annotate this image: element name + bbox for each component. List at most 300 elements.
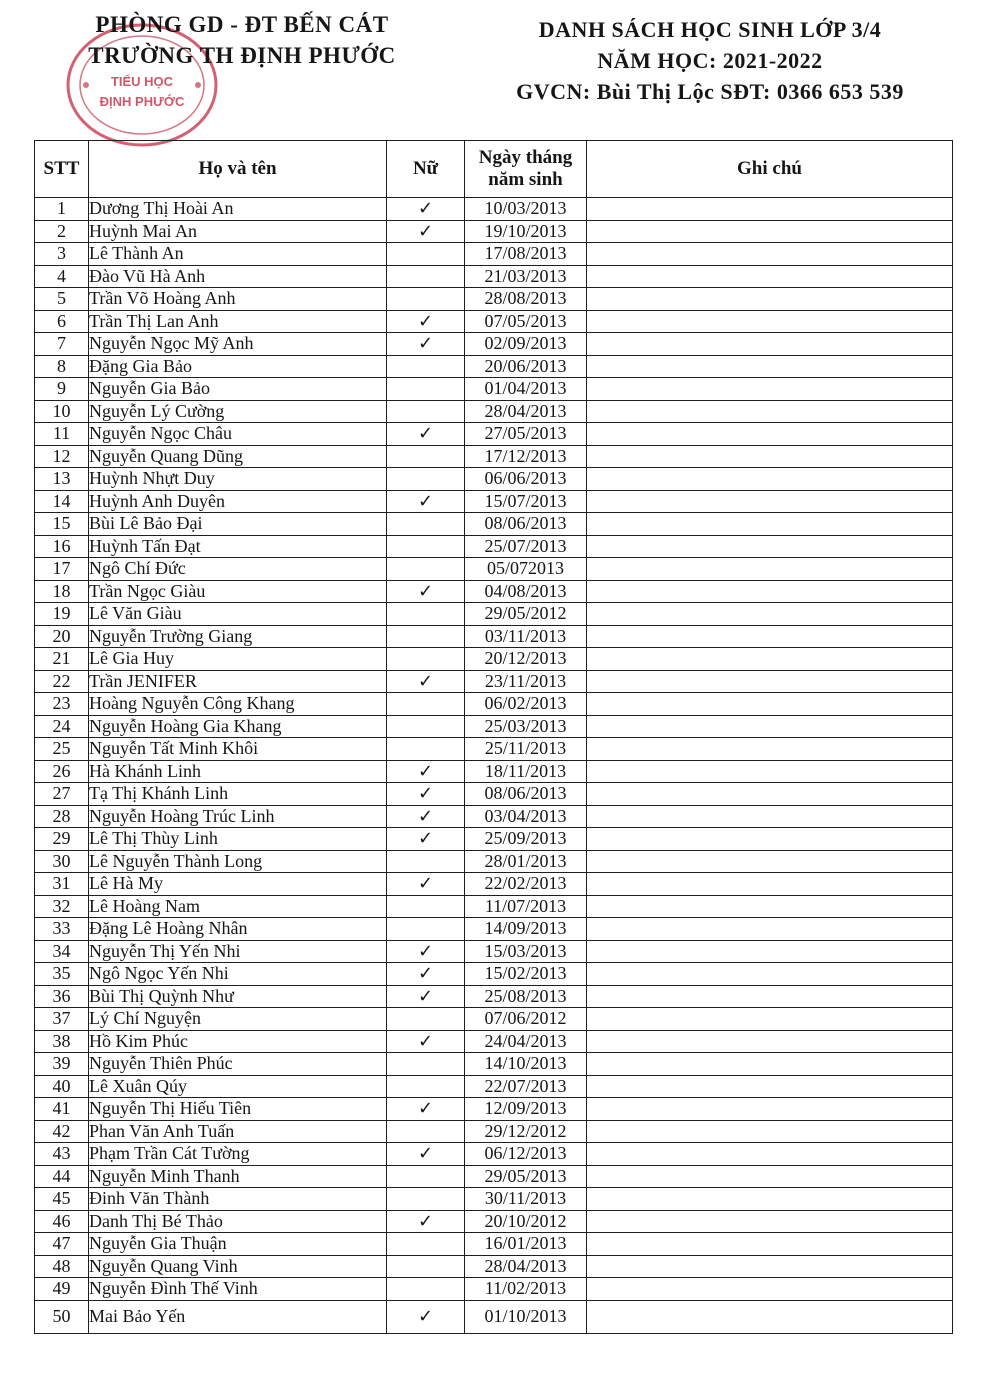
check-mark-icon: ✓ xyxy=(417,333,434,355)
row-note xyxy=(587,1188,953,1211)
row-student-name: Nguyễn Quang Vinh xyxy=(89,1255,387,1278)
row-date-of-birth: 01/04/2013 xyxy=(465,378,587,401)
row-student-name: Nguyễn Ngọc Châu xyxy=(89,423,387,446)
check-mark-icon: ✓ xyxy=(417,490,434,512)
table-row xyxy=(35,1008,953,1031)
header-stt: STT xyxy=(35,141,89,198)
row-date-of-birth: 29/05/2013 xyxy=(465,1165,587,1188)
row-date-of-birth: 14/10/2013 xyxy=(465,1053,587,1076)
check-mark-icon: ✓ xyxy=(417,985,434,1007)
table-row xyxy=(35,198,953,221)
stamp-line-1: TIỂU HỌC xyxy=(110,74,174,89)
table-row xyxy=(35,265,953,288)
row-stt: 12 xyxy=(35,445,89,468)
row-student-name: Nguyễn Tất Minh Khôi xyxy=(89,738,387,761)
table-row xyxy=(35,220,953,243)
row-date-of-birth: 28/04/2013 xyxy=(465,400,587,423)
row-note xyxy=(587,1255,953,1278)
row-note xyxy=(587,963,953,986)
row-date-of-birth: 02/09/2013 xyxy=(465,333,587,356)
row-stt: 29 xyxy=(35,828,89,851)
table-row xyxy=(35,783,953,806)
row-stt: 38 xyxy=(35,1030,89,1053)
row-female-cell xyxy=(387,265,465,288)
table-row xyxy=(35,1210,953,1233)
row-female-cell xyxy=(387,738,465,761)
row-stt: 27 xyxy=(35,783,89,806)
table-row xyxy=(35,918,953,941)
row-female-cell xyxy=(387,423,465,446)
row-student-name: Nguyễn Quang Dũng xyxy=(89,445,387,468)
row-female-cell xyxy=(387,513,465,536)
table-row xyxy=(35,850,953,873)
row-note xyxy=(587,1053,953,1076)
row-student-name: Nguyễn Gia Bảo xyxy=(89,378,387,401)
row-stt: 48 xyxy=(35,1255,89,1278)
row-female-cell xyxy=(387,220,465,243)
row-stt: 50 xyxy=(35,1300,89,1333)
row-date-of-birth: 19/10/2013 xyxy=(465,220,587,243)
row-note xyxy=(587,985,953,1008)
table-row xyxy=(35,805,953,828)
row-female-cell xyxy=(387,1255,465,1278)
row-female-cell xyxy=(387,490,465,513)
check-mark-icon: ✓ xyxy=(417,1306,434,1327)
row-female-cell xyxy=(387,1075,465,1098)
check-mark-icon: ✓ xyxy=(417,828,434,850)
check-mark-icon: ✓ xyxy=(417,1098,434,1120)
table-row xyxy=(35,468,953,491)
row-date-of-birth: 15/02/2013 xyxy=(465,963,587,986)
table-row xyxy=(35,1053,953,1076)
row-date-of-birth: 07/05/2013 xyxy=(465,310,587,333)
check-mark-icon: ✓ xyxy=(417,1210,434,1232)
row-date-of-birth: 01/10/2013 xyxy=(465,1300,587,1333)
row-student-name: Phan Văn Anh Tuấn xyxy=(89,1120,387,1143)
table-row xyxy=(35,648,953,671)
row-stt: 23 xyxy=(35,693,89,716)
row-date-of-birth: 07/06/2012 xyxy=(465,1008,587,1031)
row-date-of-birth: 29/12/2012 xyxy=(465,1120,587,1143)
row-student-name: Nguyễn Ngọc Mỹ Anh xyxy=(89,333,387,356)
row-date-of-birth: 03/11/2013 xyxy=(465,625,587,648)
row-female-cell xyxy=(387,670,465,693)
row-stt: 14 xyxy=(35,490,89,513)
table-row xyxy=(35,895,953,918)
row-date-of-birth: 27/05/2013 xyxy=(465,423,587,446)
row-female-cell xyxy=(387,648,465,671)
row-date-of-birth: 18/11/2013 xyxy=(465,760,587,783)
check-mark-icon: ✓ xyxy=(417,1030,434,1052)
table-row xyxy=(35,445,953,468)
row-note xyxy=(587,828,953,851)
row-stt: 16 xyxy=(35,535,89,558)
row-student-name: Nguyễn Lý Cường xyxy=(89,400,387,423)
row-stt: 25 xyxy=(35,738,89,761)
row-female-cell xyxy=(387,355,465,378)
row-student-name: Lê Nguyễn Thành Long xyxy=(89,850,387,873)
row-female-cell xyxy=(387,1143,465,1166)
row-stt: 34 xyxy=(35,940,89,963)
table-row xyxy=(35,1075,953,1098)
row-date-of-birth: 04/08/2013 xyxy=(465,580,587,603)
row-female-cell xyxy=(387,783,465,806)
row-female-cell xyxy=(387,243,465,266)
school-name: TRƯỜNG TH ĐỊNH PHƯỚC xyxy=(88,43,396,68)
header-right xyxy=(480,14,940,107)
check-mark-icon: ✓ xyxy=(417,310,434,332)
teacher-info: GVCN: Bùi Thị Lộc SĐT: 0366 653 539 xyxy=(516,79,904,104)
row-stt: 46 xyxy=(35,1210,89,1233)
row-female-cell xyxy=(387,198,465,221)
row-stt: 42 xyxy=(35,1120,89,1143)
row-note xyxy=(587,940,953,963)
row-female-cell xyxy=(387,1008,465,1031)
row-stt: 37 xyxy=(35,1008,89,1031)
row-note xyxy=(587,850,953,873)
table-row xyxy=(35,490,953,513)
row-stt: 4 xyxy=(35,265,89,288)
row-date-of-birth: 08/06/2013 xyxy=(465,783,587,806)
row-note xyxy=(587,468,953,491)
table-row xyxy=(35,828,953,851)
table-row xyxy=(35,1030,953,1053)
row-stt: 18 xyxy=(35,580,89,603)
row-date-of-birth: 23/11/2013 xyxy=(465,670,587,693)
table-row xyxy=(35,670,953,693)
row-note xyxy=(587,603,953,626)
row-note xyxy=(587,310,953,333)
table-row xyxy=(35,873,953,896)
row-student-name: Lê Văn Giàu xyxy=(89,603,387,626)
check-mark-icon: ✓ xyxy=(417,760,434,782)
row-stt: 43 xyxy=(35,1143,89,1166)
row-note xyxy=(587,1233,953,1256)
row-student-name: Nguyễn Gia Thuận xyxy=(89,1233,387,1256)
row-date-of-birth: 25/11/2013 xyxy=(465,738,587,761)
row-female-cell xyxy=(387,333,465,356)
check-mark-icon: ✓ xyxy=(417,1143,434,1165)
row-note xyxy=(587,423,953,446)
row-date-of-birth: 16/01/2013 xyxy=(465,1233,587,1256)
row-female-cell xyxy=(387,805,465,828)
row-female-cell xyxy=(387,1233,465,1256)
row-student-name: Đào Vũ Hà Anh xyxy=(89,265,387,288)
row-date-of-birth: 28/01/2013 xyxy=(465,850,587,873)
row-stt: 30 xyxy=(35,850,89,873)
row-date-of-birth: 20/10/2012 xyxy=(465,1210,587,1233)
row-note xyxy=(587,1143,953,1166)
row-student-name: Lê Hà My xyxy=(89,873,387,896)
check-mark-icon: ✓ xyxy=(417,783,434,805)
table-row xyxy=(35,400,953,423)
row-student-name: Lê Thị Thùy Linh xyxy=(89,828,387,851)
row-student-name: Nguyễn Thị Hiếu Tiên xyxy=(89,1098,387,1121)
row-female-cell xyxy=(387,940,465,963)
row-note xyxy=(587,670,953,693)
row-note xyxy=(587,783,953,806)
table-row xyxy=(35,535,953,558)
table-row xyxy=(35,715,953,738)
row-note xyxy=(587,378,953,401)
check-mark-icon: ✓ xyxy=(417,670,434,692)
row-student-name: Trần JENIFER xyxy=(89,670,387,693)
row-student-name: Trần Ngọc Giàu xyxy=(89,580,387,603)
row-student-name: Nguyễn Minh Thanh xyxy=(89,1165,387,1188)
check-mark-icon: ✓ xyxy=(417,580,434,602)
row-stt: 15 xyxy=(35,513,89,536)
row-stt: 40 xyxy=(35,1075,89,1098)
table-row xyxy=(35,1120,953,1143)
row-female-cell xyxy=(387,558,465,581)
row-note xyxy=(587,400,953,423)
row-female-cell xyxy=(387,1278,465,1301)
row-female-cell xyxy=(387,828,465,851)
row-date-of-birth: 28/04/2013 xyxy=(465,1255,587,1278)
row-stt: 41 xyxy=(35,1098,89,1121)
row-note xyxy=(587,1008,953,1031)
row-student-name: Ngô Chí Đức xyxy=(89,558,387,581)
row-note xyxy=(587,715,953,738)
check-mark-icon: ✓ xyxy=(417,940,434,962)
row-date-of-birth: 30/11/2013 xyxy=(465,1188,587,1211)
row-note xyxy=(587,873,953,896)
table-row xyxy=(35,603,953,626)
row-stt: 24 xyxy=(35,715,89,738)
row-student-name: Huỳnh Anh Duyên xyxy=(89,490,387,513)
row-student-name: Đặng Lê Hoàng Nhân xyxy=(89,918,387,941)
row-stt: 36 xyxy=(35,985,89,1008)
table-row xyxy=(35,1233,953,1256)
row-student-name: Mai Bảo Yến xyxy=(89,1300,387,1333)
row-date-of-birth: 11/02/2013 xyxy=(465,1278,587,1301)
row-note xyxy=(587,738,953,761)
row-female-cell xyxy=(387,1098,465,1121)
row-stt: 1 xyxy=(35,198,89,221)
row-student-name: Huỳnh Nhựt Duy xyxy=(89,468,387,491)
table-row xyxy=(35,558,953,581)
row-note xyxy=(587,1165,953,1188)
row-date-of-birth: 25/08/2013 xyxy=(465,985,587,1008)
row-female-cell xyxy=(387,850,465,873)
row-stt: 17 xyxy=(35,558,89,581)
row-date-of-birth: 20/12/2013 xyxy=(465,648,587,671)
table-row xyxy=(35,1098,953,1121)
row-female-cell xyxy=(387,760,465,783)
row-female-cell xyxy=(387,918,465,941)
table-row xyxy=(35,378,953,401)
row-note xyxy=(587,288,953,311)
row-note xyxy=(587,1300,953,1333)
school-year: NĂM HỌC: 2021-2022 xyxy=(597,48,823,73)
row-stt: 33 xyxy=(35,918,89,941)
row-student-name: Lê Thành An xyxy=(89,243,387,266)
row-note xyxy=(587,760,953,783)
row-student-name: Trần Võ Hoàng Anh xyxy=(89,288,387,311)
row-date-of-birth: 15/03/2013 xyxy=(465,940,587,963)
row-note xyxy=(587,535,953,558)
row-female-cell xyxy=(387,378,465,401)
table-row xyxy=(35,423,953,446)
row-note xyxy=(587,1030,953,1053)
row-note xyxy=(587,265,953,288)
row-female-cell xyxy=(387,603,465,626)
row-student-name: Huỳnh Mai An xyxy=(89,220,387,243)
row-note xyxy=(587,918,953,941)
row-stt: 32 xyxy=(35,895,89,918)
table-row xyxy=(35,760,953,783)
roster-body xyxy=(35,198,953,1334)
check-mark-icon: ✓ xyxy=(417,220,434,242)
table-row xyxy=(35,693,953,716)
row-female-cell xyxy=(387,963,465,986)
stamp-line-2: ĐỊNH PHƯỚC xyxy=(99,94,185,109)
header-dob-line-2: năm sinh xyxy=(488,169,563,190)
row-note xyxy=(587,1210,953,1233)
row-female-cell xyxy=(387,1300,465,1333)
row-note xyxy=(587,805,953,828)
row-stt: 5 xyxy=(35,288,89,311)
row-stt: 49 xyxy=(35,1278,89,1301)
row-student-name: Nguyễn Thiên Phúc xyxy=(89,1053,387,1076)
document-title: DANH SÁCH HỌC SINH LỚP 3/4 xyxy=(538,17,882,42)
table-row xyxy=(35,625,953,648)
row-note xyxy=(587,243,953,266)
row-female-cell xyxy=(387,873,465,896)
row-student-name: Đặng Gia Bảo xyxy=(89,355,387,378)
row-student-name: Đinh Văn Thành xyxy=(89,1188,387,1211)
row-stt: 13 xyxy=(35,468,89,491)
row-student-name: Hồ Kim Phúc xyxy=(89,1030,387,1053)
header-name: Họ và tên xyxy=(89,141,387,198)
row-note xyxy=(587,558,953,581)
row-student-name: Lý Chí Nguyện xyxy=(89,1008,387,1031)
header-dob-line-1: Ngày tháng xyxy=(478,147,573,168)
row-stt: 2 xyxy=(35,220,89,243)
check-mark-icon: ✓ xyxy=(417,198,434,220)
table-row xyxy=(35,1143,953,1166)
row-student-name: Nguyễn Trường Giang xyxy=(89,625,387,648)
row-note xyxy=(587,1098,953,1121)
header-note: Ghi chú xyxy=(587,141,953,198)
table-row xyxy=(35,1300,953,1333)
check-mark-icon: ✓ xyxy=(417,963,434,985)
row-female-cell xyxy=(387,895,465,918)
row-female-cell xyxy=(387,288,465,311)
row-student-name: Trần Thị Lan Anh xyxy=(89,310,387,333)
table-header-row xyxy=(35,141,953,198)
check-mark-icon: ✓ xyxy=(417,805,434,827)
row-student-name: Nguyễn Đình Thế Vinh xyxy=(89,1278,387,1301)
row-date-of-birth: 11/07/2013 xyxy=(465,895,587,918)
row-date-of-birth: 25/07/2013 xyxy=(465,535,587,558)
row-note xyxy=(587,1120,953,1143)
row-stt: 31 xyxy=(35,873,89,896)
row-female-cell xyxy=(387,1030,465,1053)
row-female-cell xyxy=(387,310,465,333)
row-stt: 10 xyxy=(35,400,89,423)
check-mark-icon: ✓ xyxy=(417,873,434,895)
row-stt: 20 xyxy=(35,625,89,648)
row-stt: 39 xyxy=(35,1053,89,1076)
row-student-name: Hà Khánh Linh xyxy=(89,760,387,783)
row-date-of-birth: 22/07/2013 xyxy=(465,1075,587,1098)
row-stt: 45 xyxy=(35,1188,89,1211)
row-stt: 26 xyxy=(35,760,89,783)
table-row xyxy=(35,985,953,1008)
table-row xyxy=(35,513,953,536)
row-note xyxy=(587,580,953,603)
row-note xyxy=(587,1075,953,1098)
row-female-cell xyxy=(387,985,465,1008)
row-date-of-birth: 28/08/2013 xyxy=(465,288,587,311)
row-date-of-birth: 17/12/2013 xyxy=(465,445,587,468)
row-female-cell xyxy=(387,625,465,648)
table-row xyxy=(35,738,953,761)
row-date-of-birth: 25/03/2013 xyxy=(465,715,587,738)
row-note xyxy=(587,895,953,918)
check-mark-icon: ✓ xyxy=(417,423,434,445)
row-female-cell xyxy=(387,715,465,738)
row-date-of-birth: 08/06/2013 xyxy=(465,513,587,536)
row-date-of-birth: 25/09/2013 xyxy=(465,828,587,851)
row-female-cell xyxy=(387,400,465,423)
table-row xyxy=(35,333,953,356)
row-stt: 47 xyxy=(35,1233,89,1256)
table-row xyxy=(35,1278,953,1301)
row-female-cell xyxy=(387,468,465,491)
row-student-name: Lê Xuân Qúy xyxy=(89,1075,387,1098)
row-female-cell xyxy=(387,535,465,558)
row-stt: 9 xyxy=(35,378,89,401)
row-student-name: Lê Hoàng Nam xyxy=(89,895,387,918)
row-note xyxy=(587,333,953,356)
row-stt: 7 xyxy=(35,333,89,356)
row-note xyxy=(587,490,953,513)
row-note xyxy=(587,198,953,221)
row-note xyxy=(587,648,953,671)
row-note xyxy=(587,625,953,648)
row-student-name: Phạm Trần Cát Tường xyxy=(89,1143,387,1166)
table-row xyxy=(35,310,953,333)
header-left xyxy=(72,10,412,72)
row-female-cell xyxy=(387,693,465,716)
row-date-of-birth: 22/02/2013 xyxy=(465,873,587,896)
row-female-cell xyxy=(387,580,465,603)
row-student-name: Danh Thị Bé Thảo xyxy=(89,1210,387,1233)
row-stt: 19 xyxy=(35,603,89,626)
row-date-of-birth: 14/09/2013 xyxy=(465,918,587,941)
row-student-name: Nguyễn Thị Yến Nhi xyxy=(89,940,387,963)
row-student-name: Lê Gia Huy xyxy=(89,648,387,671)
row-date-of-birth: 05/072013 xyxy=(465,558,587,581)
header-female: Nữ xyxy=(387,141,465,198)
row-stt: 28 xyxy=(35,805,89,828)
row-note xyxy=(587,220,953,243)
table-row xyxy=(35,243,953,266)
row-student-name: Nguyễn Hoàng Trúc Linh xyxy=(89,805,387,828)
row-note xyxy=(587,1278,953,1301)
row-student-name: Bùi Thị Quỳnh Như xyxy=(89,985,387,1008)
row-stt: 22 xyxy=(35,670,89,693)
row-date-of-birth: 24/04/2013 xyxy=(465,1030,587,1053)
row-student-name: Hoàng Nguyễn Công Khang xyxy=(89,693,387,716)
row-student-name: Bùi Lê Bảo Đại xyxy=(89,513,387,536)
row-date-of-birth: 06/02/2013 xyxy=(465,693,587,716)
row-student-name: Dương Thị Hoài An xyxy=(89,198,387,221)
row-note xyxy=(587,445,953,468)
table-row xyxy=(35,1165,953,1188)
